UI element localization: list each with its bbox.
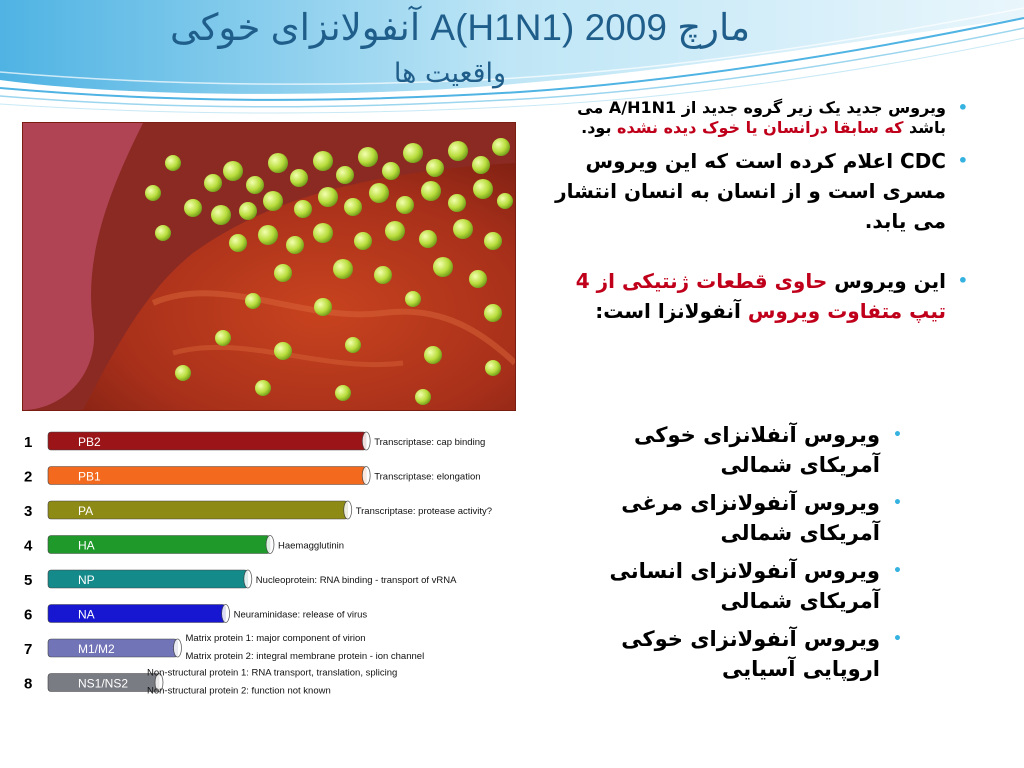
gene-segment-bar-end (244, 570, 252, 588)
sub-bullet-text: ویروس آنفولانزای مرغی آمریکای شمالی (621, 491, 880, 545)
gene-segment-name: M1/M2 (78, 642, 115, 656)
gene-segment-description: Haemagglutinin (278, 540, 345, 552)
bullet-dot-icon: • (893, 631, 902, 647)
gene-segment-name: NP (78, 573, 95, 587)
sub-bullet-item (560, 420, 902, 480)
sub-bullet-item (560, 488, 902, 548)
gene-segment-name: HA (78, 538, 95, 553)
bullet-text: CDC اعلام کرده است که این ویروس مسری است و از انسان به انسان انتشار می یابد. (555, 149, 946, 233)
gene-segment-number: 6 (24, 606, 33, 624)
bullet-dot-icon: • (957, 151, 968, 170)
sub-bullet-list (560, 420, 902, 692)
gene-segment-description: Non-structural protein 2: function not known (147, 685, 331, 697)
gene-segment-bar-end (362, 467, 370, 485)
gene-segment-bar-end (344, 501, 352, 519)
gene-segment-bar-end (174, 639, 182, 657)
gene-segment-number: 4 (24, 537, 33, 555)
gene-segment-number: 5 (24, 572, 33, 589)
gene-segment-bar-end (266, 536, 274, 554)
bullet-text: بود. (581, 118, 618, 137)
gene-segment-name: NA (78, 607, 95, 622)
gene-segment-number: 1 (24, 434, 33, 451)
sub-bullet-item (560, 556, 902, 616)
bullet-dot-icon: • (893, 427, 902, 443)
gene-segment-description: Matrix protein 2: integral membrane protein - ion channel (185, 651, 425, 662)
gene-segment-description: Transcriptase: elongation (374, 471, 481, 483)
gene-segment-description: Neuraminidase: release of virus (233, 609, 368, 621)
bullet-text: ویروس جدید یک زیر گروه جدید از A/H1N1 می باشد (577, 98, 946, 137)
slide-title: آنفولانزای خوکی A(H1N1) مارچ 2009 (169, 7, 751, 48)
gene-segment-bar-end (222, 605, 230, 623)
gene-segment-name: PB1 (78, 469, 101, 484)
sub-bullet-text: ویروس آنفولانزای انسانی آمریکای شمالی (609, 559, 880, 613)
bullet-dot-icon: • (957, 271, 968, 290)
gene-segment-description: Transcriptase: protease activity? (355, 506, 493, 517)
slide-subtitle: واقعیت ها (393, 58, 507, 89)
gene-segment-name: NS1/NS2 (78, 676, 129, 691)
gene-segment-description: Matrix protein 1: major component of virion (185, 633, 366, 644)
sub-bullet-text: ویروس آنفلانزای خوکی آمریکای شمالی (634, 423, 880, 477)
gene-segment-number: 3 (24, 503, 33, 520)
sub-bullet-item (560, 624, 902, 684)
bullet-item (536, 146, 968, 236)
gene-segment-description: Nucleoprotein: RNA binding - transport of vRNA (255, 575, 457, 586)
bullet-text: آنفولانزا است: (595, 299, 748, 323)
gene-segments-diagram (18, 424, 518, 704)
bullet-item (536, 266, 968, 326)
bullet-item (536, 98, 968, 138)
bullet-dot-icon: • (957, 98, 968, 117)
gene-segment-name: PB2 (78, 435, 101, 449)
sub-bullet-text: ویروس آنفولانزای خوکی اروپایی آسیایی (621, 627, 880, 681)
gene-segment-number: 2 (24, 468, 33, 486)
gene-segment-number: 7 (24, 641, 33, 658)
gene-segment-description: Non-structural protein 1: RNA transport, translation, splicing (147, 667, 398, 679)
gene-segment-number: 8 (24, 675, 33, 693)
virus-micrograph-image (22, 122, 516, 411)
bullet-list (536, 98, 968, 326)
bullet-highlight-text: حاوی قطعات ژنتیکی از 4 تیپ متفاوت ویروس (575, 269, 946, 323)
gene-segment-bar-end (362, 432, 370, 450)
bullet-dot-icon: • (893, 495, 902, 511)
gene-segment-description: Transcriptase: cap binding (374, 437, 486, 448)
bullet-dot-icon: • (893, 563, 902, 579)
gene-segment-bar (48, 605, 226, 623)
bullet-highlight-text: که سابقا درانسان یا خوک دیده نشده (617, 118, 904, 137)
gene-segment-name: PA (78, 504, 94, 518)
bullet-text: این ویروس (827, 269, 946, 293)
